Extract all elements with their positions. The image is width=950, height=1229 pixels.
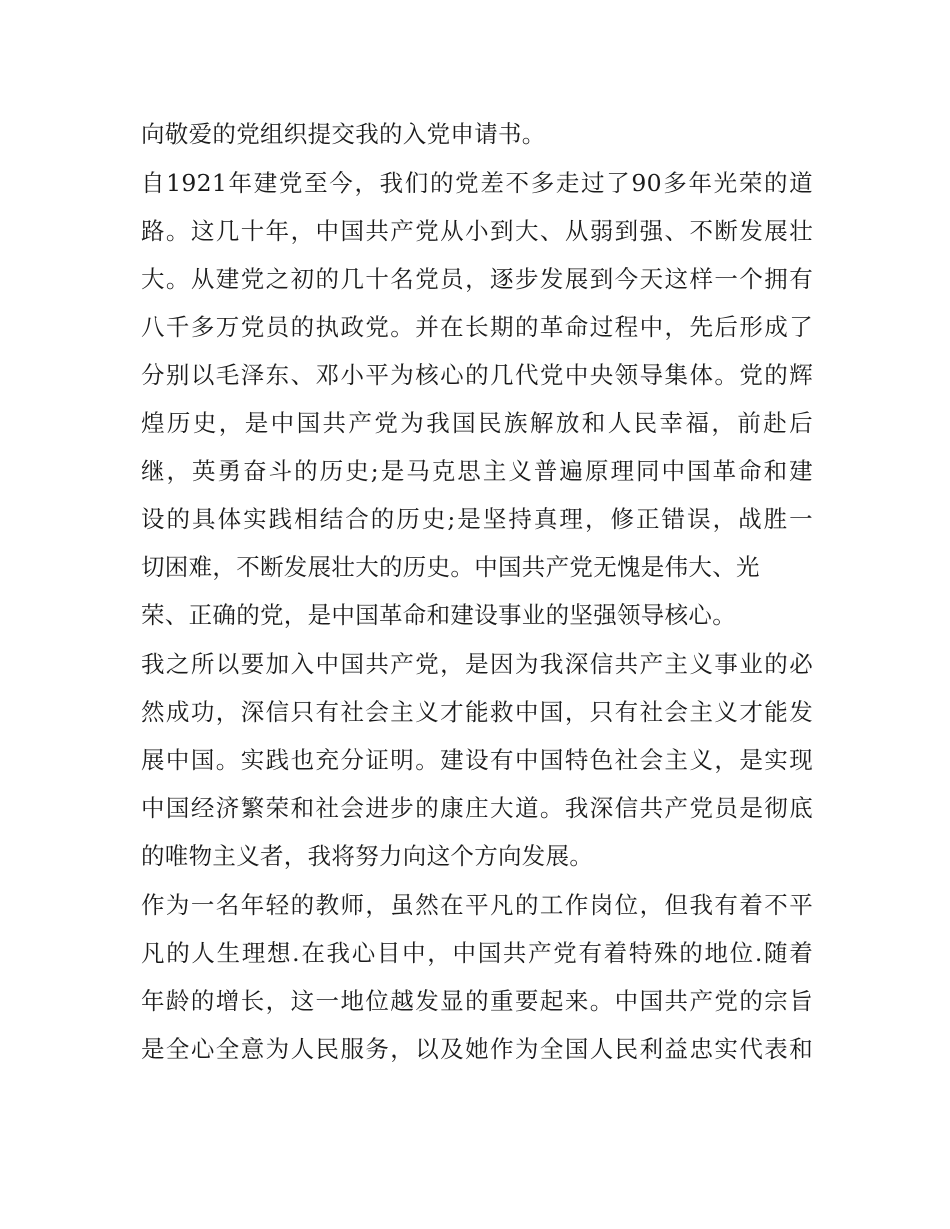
text-line: 大。从建党之初的几十名党员，逐步发展到今天这样一个拥有	[141, 265, 813, 293]
text-line: 煌历史，是中国共产党为我国民族解放和人民幸福，前赴后	[141, 409, 813, 437]
text-line: 荣、正确的党，是中国革命和建设事业的坚强领导核心。	[141, 601, 736, 629]
text-line: 年龄的增长，这一地位越发显的重要起来。中国共产党的宗旨	[141, 987, 813, 1015]
paragraph	[141, 159, 813, 639]
text-line: 然成功，深信只有社会主义才能救中国，只有社会主义才能发	[141, 698, 813, 726]
text-line: 的唯物主义者，我将努力向这个方向发展。	[141, 842, 594, 870]
text-line: 自1921年建党至今，我们的党差不多走过了90多年光荣的道	[141, 169, 813, 197]
paragraph	[141, 881, 813, 1073]
text-line: 继，英勇奋斗的历史;是马克思主义普遍原理同中国革命和建	[141, 457, 813, 485]
text-line: 凡的人生理想.在我心目中，中国共产党有着特殊的地位.随着	[141, 939, 813, 967]
text-line: 八千多万党员的执政党。并在长期的革命过程中，先后形成了	[141, 313, 813, 341]
text-line: 作为一名年轻的教师，虽然在平凡的工作岗位，但我有着不平	[141, 891, 813, 919]
text-line: 展中国。实践也充分证明。建设有中国特色社会主义，是实现	[141, 746, 813, 774]
text-line: 切困难，不断发展壮大的历史。中国共产党无愧是伟大、光	[141, 553, 760, 581]
paragraph	[141, 110, 813, 158]
text-line: 中国经济繁荣和社会进步的康庄大道。我深信共产党员是彻底	[141, 794, 813, 822]
document-body	[141, 110, 813, 1073]
text-line: 路。这几十年，中国共产党从小到大、从弱到强、不断发展壮	[141, 217, 813, 245]
text-line: 我之所以要加入中国共产党，是因为我深信共产主义事业的必	[141, 650, 813, 678]
text-line: 是全心全意为人民服务，以及她作为全国人民利益忠实代表和	[141, 1035, 813, 1063]
text-line: 向敬爱的党组织提交我的入党申请书。	[141, 120, 546, 148]
text-line: 分别以毛泽东、邓小平为核心的几代党中央领导集体。党的辉	[141, 361, 813, 389]
paragraph	[141, 640, 813, 880]
text-line: 设的具体实践相结合的历史;是坚持真理，修正错误，战胜一	[141, 505, 813, 533]
